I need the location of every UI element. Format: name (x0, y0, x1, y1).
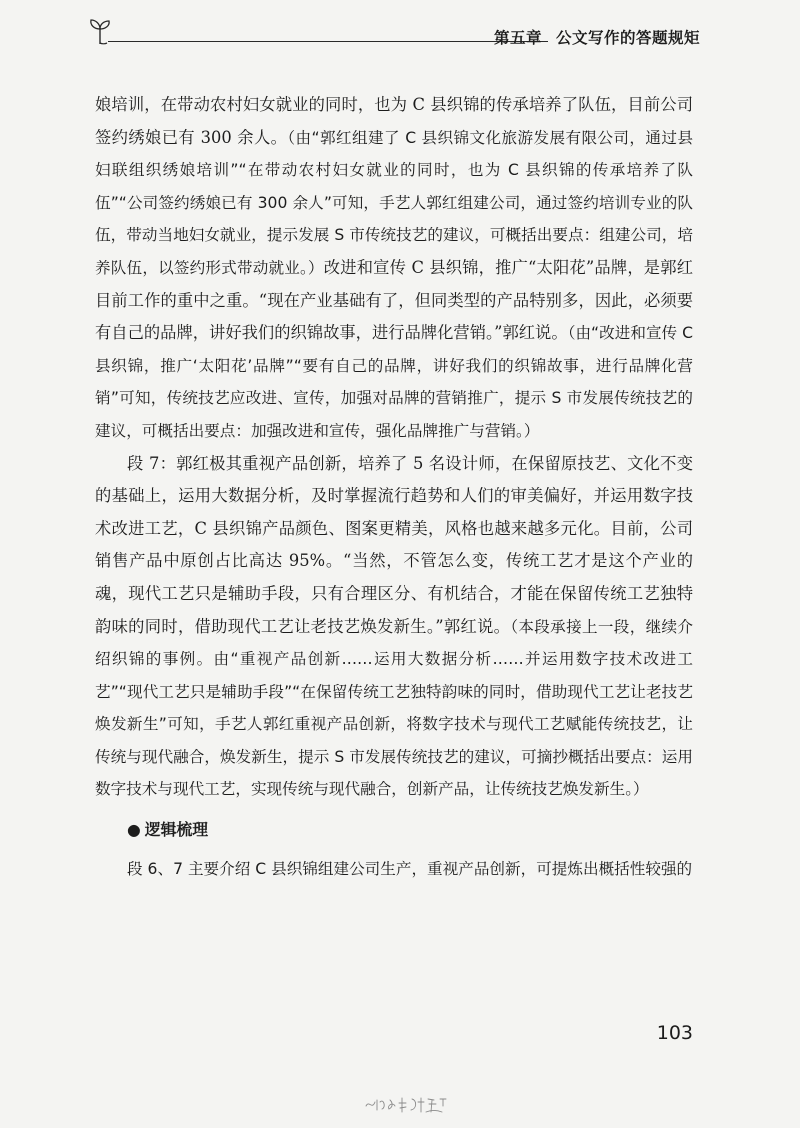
analysis-note: （本段承接上一段，继续介绍织锦的事例。由“重视产品创新……运用大数据分析……并运用数字技术改进工艺”“现代工艺只是辅助手段”“在保留传统工艺独特韵味的同时，借助现代工艺让老技艺焕发新生”可知，手艺人郭红重视产品创新，将数字技术与现代工艺赋能传统技艺，让传统与现代融合，焕发新生，提示 S 市发展传统技艺的建议，可摘抄概括出要点：运用数字技术与现代工艺，实现传统与现代融合，创新产品，让传统技艺焕发新生。） (95, 617, 693, 799)
header-rule (108, 41, 548, 42)
analysis-note: （由“郭红组建了 C 县织锦文化旅游发展有限公司，通过县妇联组织绣娘培训”“在带动农村妇女就业的同时，也为 C 县织锦的传承培养了队伍”“公司签约绣娘已有 300 余人”可知，手艺人郭红组建公司，通过签约培训专业的队伍，带动当地妇女就业，提示发展 S 市传统技艺的建议，可概括出要点：组建公司，培养队伍，以签约形式带动就业。） (95, 128, 693, 277)
chapter-title (494, 26, 700, 48)
paragraph-text: 段 6、7 主要介绍 C 县织锦组建公司生产，重视产品创新，可提炼出概括性较强的 (127, 859, 693, 878)
page-body (95, 89, 693, 885)
chapter-number: 第五章 (493, 29, 542, 47)
paragraph-text: 改进和宣传 C 县织锦，推广“太阳花”品牌，是郭红目前工作的重中之重。“现在产业基础有了，但同类型的产品特别多，因此，必须要有自己的品牌，讲好我们的织锦故事，进行品牌化营销。”郭红说。 (95, 257, 693, 343)
paragraph-continuation (95, 89, 693, 448)
section-heading (95, 814, 693, 847)
chapter-name: 公文写作的答题规矩 (555, 29, 700, 47)
handwritten-mark (362, 1090, 452, 1116)
paragraph-summary (95, 853, 693, 886)
paragraph-text: 娘培训，在带动农村妇女就业的同时，也为 C 县织锦的传承培养了队伍，目前公司签约绣娘已有 300 余人。 (95, 95, 693, 147)
bullet-icon: ● (127, 820, 141, 840)
running-header (88, 14, 700, 50)
page-number: 103 (656, 1022, 693, 1044)
paragraph-text: 段 7：郭红极其重视产品创新，培养了 5 名设计师，在保留原技艺、文化不变的基础上，运用大数据分析，及时掌握流行趋势和人们的审美偏好，并运用数字技术改进工艺，C 县织锦产品颜色、图案更精美，风格也越来越多元化。目前，公司销售产品中原创占比高达 95%。“当然，不管怎么变，传统工艺才是这个产业的魂，现代工艺只是辅助手段，只有合理区分、有机结合，才能在保留传统工艺独特韵味的同时，借助现代工艺让老技艺焕发新生。”郭红说。 (95, 453, 693, 636)
section-heading-text: 逻辑梳理 (144, 820, 208, 840)
analysis-note: （由“改进和宣传 C 县织锦，推广‘太阳花’品牌”“要有自己的品牌，讲好我们的织锦故事，进行品牌化营销”可知，传统技艺应改进、宣传，加强对品牌的营销推广，提示 S 市发展传统技艺的建议，可概括出要点：加强改进和宣传，强化品牌推广与营销。） (95, 324, 694, 440)
paragraph-7 (95, 448, 693, 807)
